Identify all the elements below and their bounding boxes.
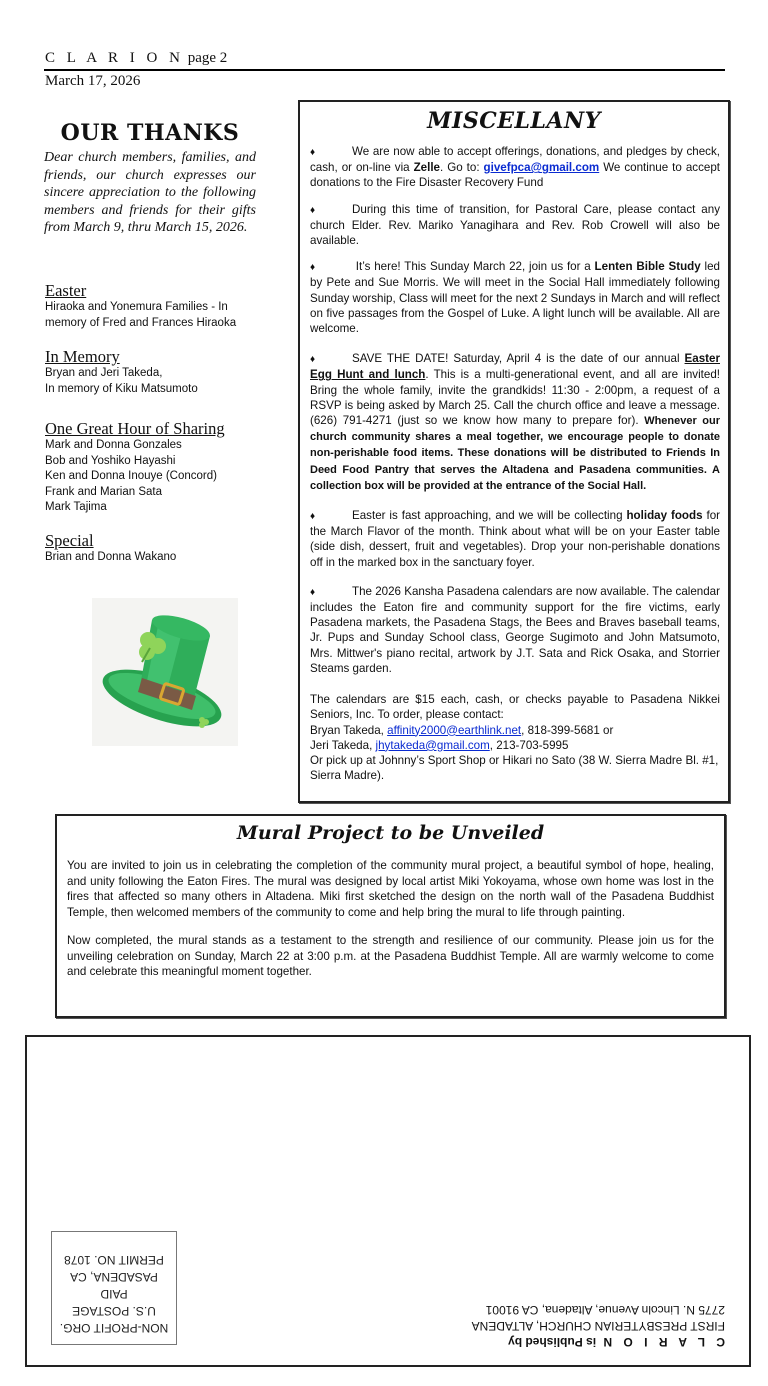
issue-date: March 17, 2026 — [45, 73, 141, 89]
publication-name: C L A R I O N — [45, 50, 184, 66]
thanks-section-easter — [45, 282, 285, 331]
our-thanks-section — [44, 120, 256, 237]
donor-line: Frank and Marian Sata — [45, 485, 162, 498]
thanks-section-special — [45, 532, 285, 566]
contact-jeri: Jeri Takeda, jhytakeda@gmail.com, 213-703-5995 — [310, 738, 569, 752]
misc-item-easter-egg-hunt: ♦ SAVE THE DATE! Saturday, April 4 is the date of our annual Easter Egg Hunt and lunch. This is a multi-generational event, and all are invited! Bring the whole family, invite the grandkids! 11:30 - 2:00pm, a request of a RSVP is being asked by March 25. Call the church office and leave a message. (626) 791-4271 (just so we know how many to prepare for). Whenever our church community shares a meal together, we encourage people to donate non-perishable food items. These donations will be distributed to Friends In Deed Food Pantry that serves the Altadena and Pasadena communities. A collection box will be provided at the entrance of the Social Hall. — [310, 352, 720, 492]
section-heading: One Great Hour of Sharing — [45, 419, 225, 438]
donor-line: Hiraoka and Yonemura Families - In — [45, 301, 228, 313]
our-thanks-title: OUR THANKS — [60, 120, 240, 146]
pickup-info: Or pick up at Johnny’s Sport Shop or Hikari no Sato (38 W. Sierra Madre Bl. #1, Sierra Madre). — [310, 753, 719, 783]
donor-line: memory of Fred and Frances Hiraoka — [45, 316, 237, 329]
section-heading: Special — [45, 531, 94, 550]
mural-paragraph: Now completed, the mural stands as a testament to the strength and resilience of our community. Please join us for the unveiling celebration on Sunday, March 22 at 3:00 p.m. at the Pasadena Buddhist Temple. All are warmly welcome to come and celebrate this meaningful moment together. — [67, 934, 714, 978]
misc-item-kansha-calendars: ♦ The 2026 Kansha Pasadena calendars are now available. The calendar includes the Eaton fire and community support for the fire victims, early Pasadena markets, the Pasadena Stags, the Bees and Braves baseball teams, Jr. Pups and Sunday School class, George Sugimoto and John Matsumoto, Mrs. Mittwer's piano recital, artwork by J.T. Sata and Rick Osaka, and Storrier Steams garden. — [310, 584, 720, 675]
diamond-bullet-icon: ♦ — [310, 586, 316, 598]
section-heading: Easter — [45, 281, 87, 300]
donor-line: Ken and Donna Inouye (Concord) — [45, 470, 217, 482]
misc-item-lenten-study: ♦ It’s here! This Sunday March 22, join us for a Lenten Bible Study led by Pete and Sue Morris. We will meet in the Social Hall immediately following Sunday worship, Class will meet for the next 2 Sundays in March and will reflect on five passages from the Gospel of Luke. A light lunch will be available. All are welcome. — [310, 260, 720, 336]
donor-line: Mark Tajima — [45, 501, 107, 513]
publisher-title: C L A R I O N is Published by — [508, 1335, 725, 1349]
diamond-bullet-icon: ♦ — [310, 204, 316, 216]
our-thanks-intro: Dear church members, families, and friends, our church expresses our sincere appreciation to the following members and friends for their gifts from March 9, thru March 15, 2026. — [44, 150, 256, 235]
thanks-section-one-great-hour — [45, 420, 285, 516]
misc-item-pastoral-care: ♦ During this time of transition, for Pastoral Care, please contact any church Elder. Rev. Mariko Yanagihara and Rev. Rob Crowell will also be available. — [310, 202, 720, 248]
section-heading: In Memory — [45, 347, 120, 366]
jeri-email-link[interactable]: jhytakeda@gmail.com — [375, 738, 490, 752]
page-label: page 2 — [187, 50, 228, 66]
misc-item-holiday-foods: ♦ Easter is fast approaching, and we will be collecting holiday foods for the March Flavor of the month. Think about what will be on your Easter table (side dish, dessert, fruit and vegetables). Drop your non-perishable donations off in the marked box in the sanctuary foyer. — [310, 509, 721, 569]
header-rule — [44, 69, 725, 71]
publisher-return-address — [465, 1302, 725, 1350]
bryan-email-link[interactable]: affinity2000@earthlink.net — [387, 723, 522, 737]
donor-line: Mark and Donna Gonzales — [45, 439, 182, 451]
diamond-bullet-icon: ♦ — [310, 511, 316, 523]
mural-title: Mural Project to be Unveiled — [236, 822, 545, 844]
donor-line: Bob and Yoshiko Hayashi — [45, 454, 176, 467]
donor-line: Bryan and Jeri Takeda, — [45, 367, 163, 379]
calendar-order-info: The calendars are $15 each, cash, or checks payable to Pasadena Nikkei Seniors, Inc. To order, please contact: Bryan Takeda, affinity2000@earthlink.net, 818-399-5681 or Jeri Takeda, jhytakeda@gmail.com, 213-703-5995 Or pick up at Johnny’s Sport Shop or Hikari no Sato (38 W. Sierra Madre Bl. #1, Sierra Madre). — [310, 693, 720, 783]
diamond-bullet-icon: ♦ — [310, 354, 316, 366]
donor-line: In memory of Kiku Matsumoto — [45, 382, 198, 395]
donor-line: Brian and Donna Wakano — [45, 551, 177, 563]
mailing-panel — [25, 1035, 751, 1367]
miscellany-title: MISCELLANY — [427, 108, 601, 134]
church-name: FIRST PRESBYTERIAN CHURCH, ALTADENA — [471, 1319, 725, 1333]
misc-item-zelle: ♦ We are now able to accept offerings, donations, and pledges by check, cash, or on-line via Zelle. Go to: givefpca@gmail.com We continue to accept donations to the Fire Disaster Recovery Fund — [310, 145, 720, 190]
zelle-email-link[interactable]: givefpca@gmail.com — [483, 161, 600, 175]
diamond-bullet-icon: ♦ — [310, 147, 316, 158]
newsletter-header — [45, 50, 227, 67]
leprechaun-hat-icon — [92, 598, 238, 746]
postage-indicia: NON-PROFIT ORG. U.S. POSTAGE PAID PASADENA, CA PERMIT NO. 1078 — [51, 1231, 177, 1345]
diamond-bullet-icon: ♦ — [310, 262, 316, 274]
miscellany-box — [298, 100, 730, 803]
mural-project-box — [55, 814, 726, 1018]
church-address: 2775 N. Lincoln Avenue, Altadena, CA 91001 — [485, 1303, 725, 1317]
thanks-section-in-memory — [45, 348, 285, 397]
mural-paragraph: You are invited to join us in celebrating the completion of the community mural project, a beautiful symbol of hope, healing, and unity following the Eaton Fires. The mural was designed by local artist Miki Yokoyama, whose own home was lost in the fires that affected so many others in Altadena. Miki first sketched the design on the north wall of the Pasadena Buddhist Temple, then welcomed members of the community to come and help bring the mural to life through painting. — [67, 859, 714, 919]
contact-bryan: Bryan Takeda, affinity2000@earthlink.net, 818-399-5681 or — [310, 723, 614, 737]
